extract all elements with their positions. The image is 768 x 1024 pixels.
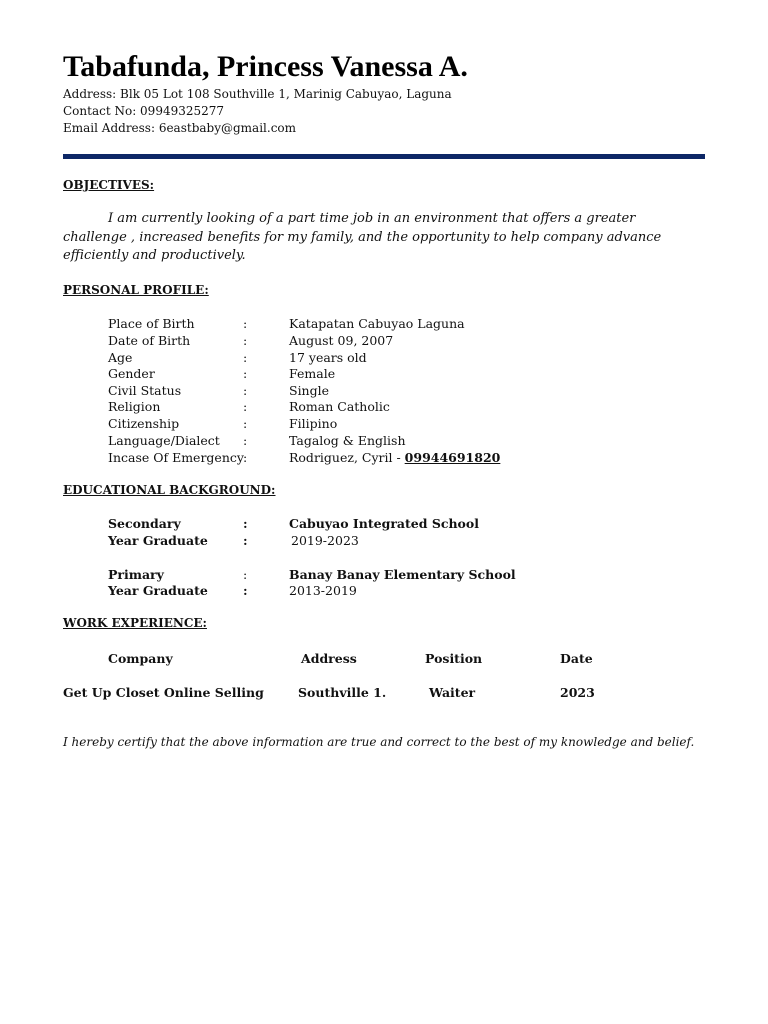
personal-profile-heading: PERSONAL PROFILE: [63,283,209,297]
profile-label: Age [108,350,133,365]
profile-colon: : [243,383,248,398]
primary-label: Primary [108,567,164,582]
profile-value: Roman Catholic [289,399,390,414]
profile-label: Date of Birth [108,333,191,348]
work-position: Waiter [429,685,476,700]
emergency-contact [289,450,500,467]
primary-school: Banay Banay Elementary School [289,567,516,582]
secondary-school: Cabuyao Integrated School [289,516,479,531]
address-line: Address: Blk 05 Lot 108 Southville 1, Marinig Cabuyao, Laguna [63,87,452,101]
education-heading: EDUCATIONAL BACKGROUND: [63,483,276,497]
profile-colon: : [243,433,248,448]
profile-value: August 09, 2007 [289,333,394,348]
profile-label: Gender [108,366,155,381]
education-colon: : [243,516,248,531]
work-experience-heading: WORK EXPERIENCE: [63,616,207,630]
profile-label: Civil Status [108,383,182,398]
profile-value: Female [289,366,336,381]
work-column-address: Address [301,651,357,666]
profile-value: Filipino [289,416,338,431]
profile-label: Citizenship [108,416,180,431]
profile-colon: : [243,366,248,381]
work-column-position: Position [425,651,483,666]
emergency-contact-name: Rodriguez, Cyril - [289,450,405,465]
work-date: 2023 [560,685,595,700]
education-colon: : [243,533,248,548]
profile-label: Language/Dialect [108,433,220,448]
profile-value: Tagalog & English [289,433,406,448]
profile-label: Incase Of Emergency [108,450,244,465]
email-line: Email Address: 6eastbaby@gmail.com [63,121,297,135]
objectives-text: I am currently looking of a part time job in an environment that offers a greater challenge , increased benefits for my family, and the opportunity to help company advance efficiently and productively. [63,211,662,263]
header-divider [63,154,705,159]
profile-colon: : [243,416,248,431]
secondary-year: 2019-2023 [291,533,359,548]
applicant-name: Tabafunda, Princess Vanessa A. [63,50,468,83]
primary-year: 2013-2019 [289,583,357,598]
education-colon: : [243,567,248,582]
profile-colon: : [243,316,248,331]
education-colon: : [243,583,248,598]
profile-colon: : [243,399,248,414]
profile-colon: : [243,450,248,465]
profile-value: Katapatan Cabuyao Laguna [289,316,465,331]
secondary-year-label: Year Graduate [108,533,208,548]
certification-statement: I hereby certify that the above information are true and correct to the best of my knowledge and belief. [63,735,695,749]
profile-colon: : [243,333,248,348]
secondary-label: Secondary [108,516,181,531]
profile-label: Place of Birth [108,316,195,331]
profile-label: Religion [108,399,161,414]
work-address: Southville 1. [298,685,387,700]
work-column-company: Company [108,651,173,666]
contact-line: Contact No: 09949325277 [63,104,225,118]
emergency-phone-link[interactable]: 09944691820 [404,450,501,465]
objectives-heading: OBJECTIVES: [63,178,155,192]
work-column-date: Date [560,651,593,666]
profile-colon: : [243,350,248,365]
profile-value: Single [289,383,330,398]
work-company: Get Up Closet Online Selling [63,685,264,700]
primary-year-label: Year Graduate [108,583,208,598]
profile-value: 17 years old [289,350,367,365]
